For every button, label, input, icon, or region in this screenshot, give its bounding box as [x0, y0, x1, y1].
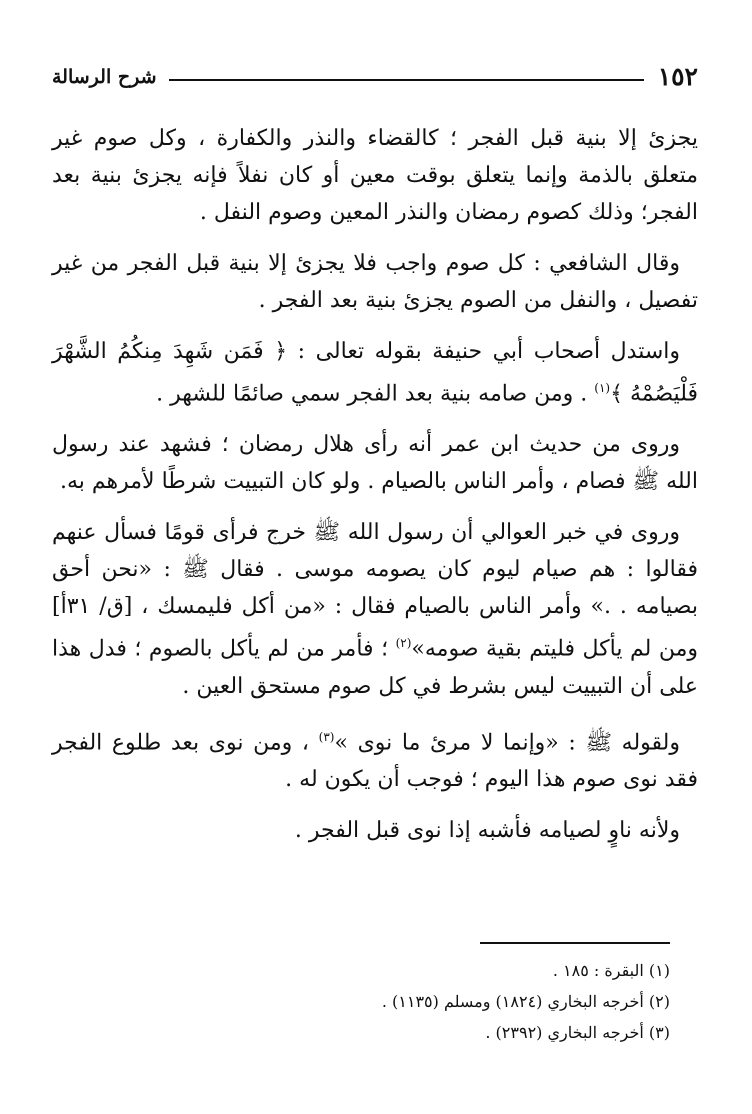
- paragraph: [52, 514, 698, 704]
- body-text: [52, 120, 698, 863]
- paragraph-text: يجزئ إلا بنية قبل الفجر ؛ كالقضاء والنذر والكفارة ، وكل صوم غير متعلق بالذمة وإنما يتعلق بوقت معين أو كان نفلاً فإنه يجزئ بنية بعد الفجر؛ وذلك كصوم رمضان والنذر المعين وصوم النفل .: [52, 126, 698, 225]
- footnote-separator: [480, 942, 670, 944]
- running-title: شرح الرسالة: [52, 66, 157, 88]
- paragraph: [52, 333, 698, 412]
- paragraph-text-after: . ومن صامه بنية بعد الفجر سمي صائمًا للشهر .: [156, 381, 595, 407]
- paragraph-text-after: ؛ فأمر من لم يأكل بالصوم ؛ فدل هذا على أن التبييت ليس بشرط في كل صوم مستحق العين .: [52, 636, 698, 699]
- header-rule: [169, 79, 644, 81]
- footnote-marker[interactable]: (١): [594, 381, 611, 395]
- paragraph-text: ولقوله ﷺ : «وإنما لا مرئ ما نوى »: [334, 729, 680, 755]
- paragraph-text: وروى في خبر العوالي أن رسول الله ﷺ خرج فرأى قومًا فسأل عنهم فقالوا : هم صيام ليوم كان يصومه موسى . فقال ﷺ : «نحن أحق بصيامه . .» وأمر الناس بالصيام فقال : «من أكل فليمسك ، [ق/ ٣١أ] ومن لم يأكل فليتم بقية صومه»: [52, 520, 698, 662]
- footnote: (١) البقرة : ١٨٥ .: [552, 961, 670, 980]
- paragraph-text: ولأنه ناوٍ لصيامه فأشبه إذا نوى قبل الفجر .: [294, 817, 680, 843]
- paragraph-text: وروى من حديث ابن عمر أنه رأى هلال رمضان ؛ فشهد عند رسول الله ﷺ فصام ، وأمر الناس بالصيام . ولو كان التبييت شرطًا لأمرهم به.: [52, 432, 698, 495]
- paragraph-text-after: ، ومن نوى بعد طلوع الفجر فقد نوى صوم هذا اليوم ؛ فوجب أن يكون له .: [52, 729, 698, 792]
- footnote-marker[interactable]: (٣): [318, 729, 335, 744]
- paragraph: [52, 719, 698, 798]
- paragraph: [52, 426, 698, 500]
- footnote: (٢) أخرجه البخاري (١٨٢٤) ومسلم (١١٣٥) .: [381, 992, 670, 1011]
- paragraph: [52, 120, 698, 231]
- paragraph: [52, 245, 698, 319]
- page-number: ١٥٢: [657, 62, 698, 91]
- footnotes: [300, 955, 670, 1048]
- footnote: (٣) أخرجه البخاري (٢٣٩٢) .: [485, 1023, 670, 1042]
- paragraph-text: وقال الشافعي : كل صوم واجب فلا يجزئ إلا بنية قبل الفجر من غير تفصيل ، والنفل من الصوم يجزئ بنية بعد الفجر .: [52, 251, 698, 313]
- paragraph: [52, 812, 698, 849]
- footnote-marker[interactable]: (٢): [395, 636, 412, 651]
- paragraph-text: واستدل أصحاب أبي حنيفة بقوله تعالى : ﴿ فَمَن شَهِدَ مِنكُمُ الشَّهْرَ فَلْيَصُمْهُ ﴾: [52, 339, 698, 407]
- running-header: [52, 60, 698, 94]
